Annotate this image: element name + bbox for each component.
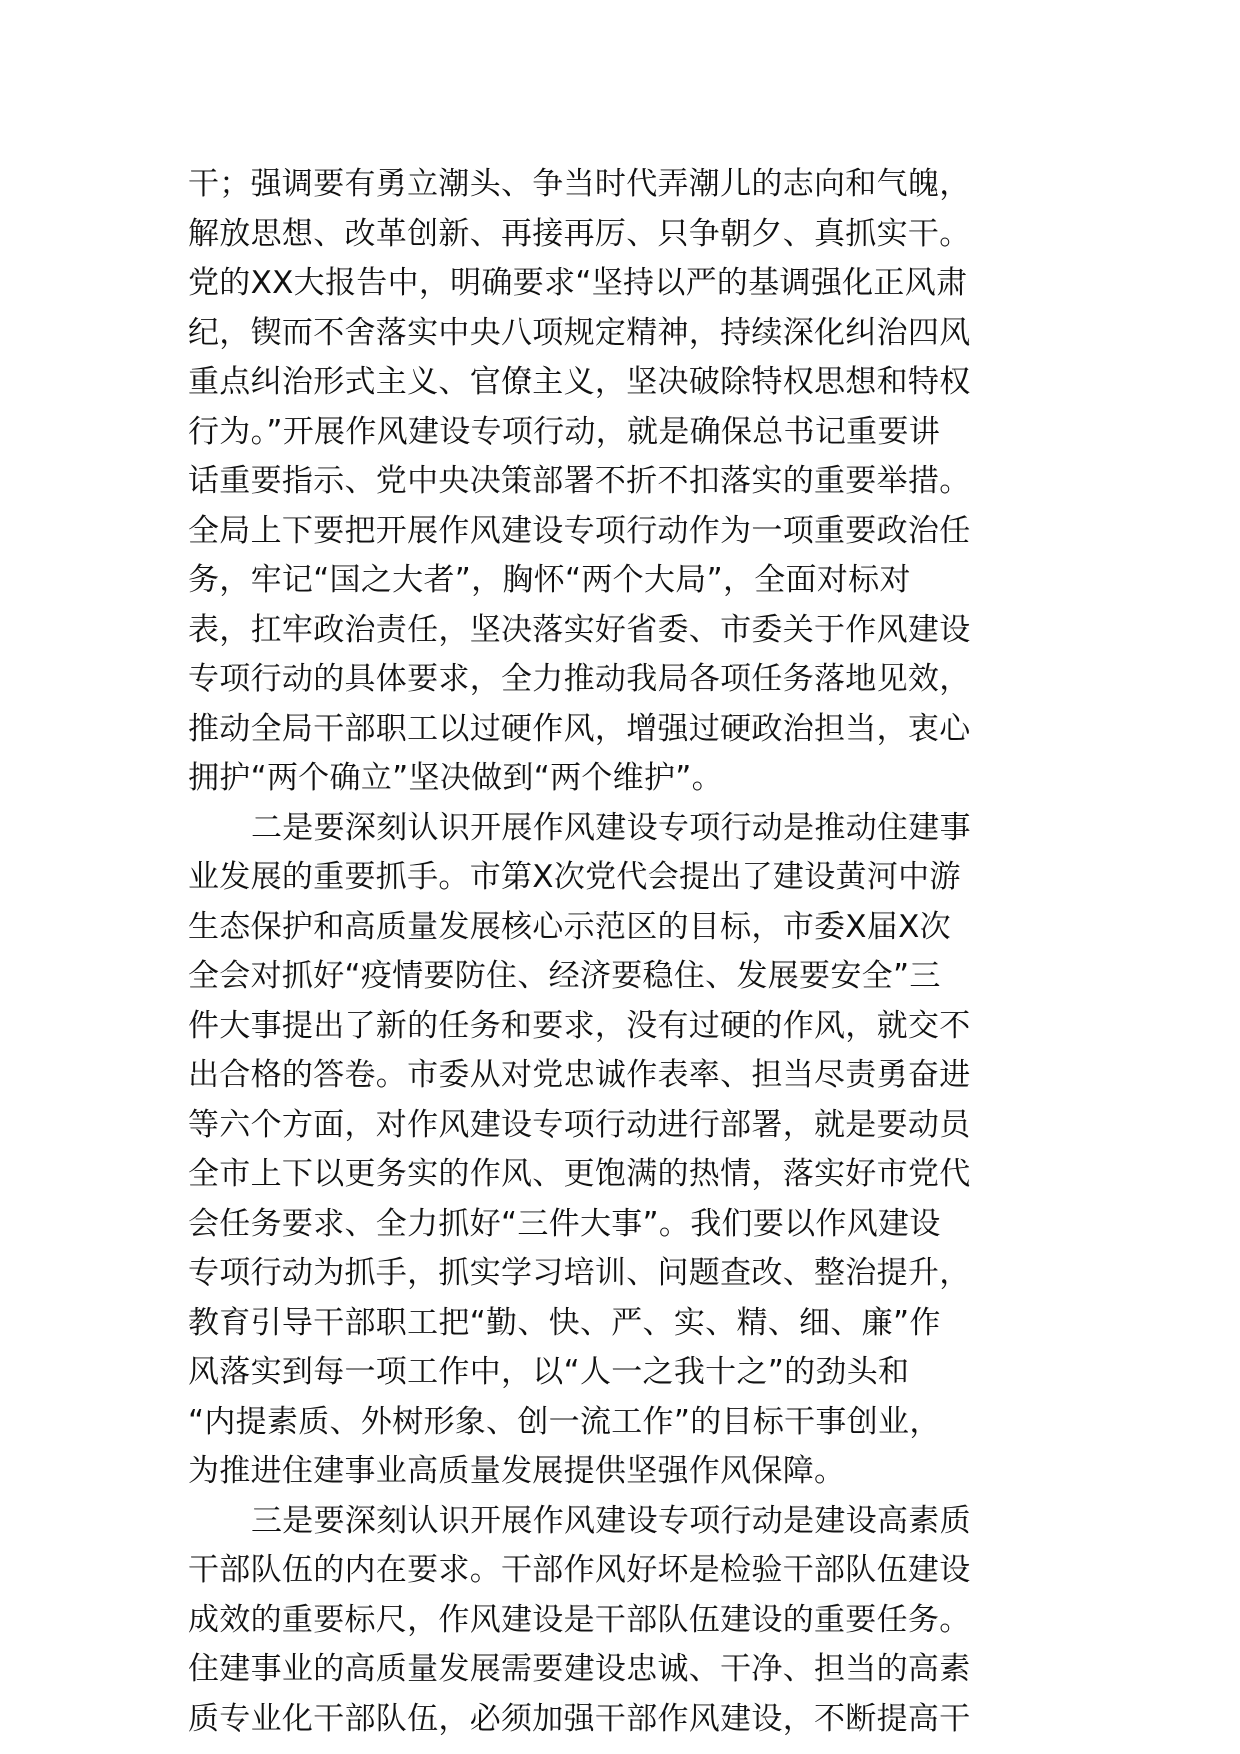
text-line: 为推进住建事业高质量发展提供坚强作风保障。	[188, 1453, 846, 1489]
text-line: 住建事业的高质量发展需要建设忠诚、干净、担当的高素	[188, 1651, 971, 1687]
text-line: 生态保护和高质量发展核心示范区的目标，市委X届X次	[188, 908, 951, 945]
text-line: 推动全局干部职工以过硬作风，增强过硬政治担当，衷心	[188, 710, 971, 747]
text-line: 专项行动为抓手，抓实学习培训、问题查改、整治提升，	[188, 1255, 971, 1291]
text-line: 拥护“两个确立”坚决做到“两个维护”。	[188, 760, 723, 796]
text-line: 成效的重要标尺，作风建设是干部队伍建设的重要任务。	[188, 1601, 971, 1638]
text-line: 重点纠治形式主义、官僚主义，坚决破除特权思想和特权	[188, 364, 971, 400]
text-line: 行为。”开展作风建设专项行动，就是确保总书记重要讲	[188, 413, 941, 450]
text-line: 业发展的重要抓手。市第X次党代会提出了建设黄河中游	[188, 859, 961, 895]
text-line: 话重要指示、党中央决策部署不折不扣落实的重要举措。	[188, 463, 971, 499]
text-line: 党的XX大报告中，明确要求“坚持以严的基调强化正风肃	[188, 265, 968, 301]
text-line: 质专业化干部队伍，必须加强干部作风建设，不断提高干	[188, 1700, 971, 1737]
text-line: 表，扛牢政治责任，坚决落实好省委、市委关于作风建设	[188, 611, 971, 648]
text-line: 会任务要求、全力抓好“三件大事”。我们要以作风建设	[188, 1205, 941, 1242]
text-line: 全市上下以更务实的作风、更饱满的热情，落实好市党代	[188, 1156, 971, 1192]
text-line: 教育引导干部职工把“勤、快、严、实、精、细、廉”作	[188, 1304, 941, 1341]
text-line: 务，牢记“国之大者”，胸怀“两个大局”，全面对标对	[188, 562, 911, 598]
text-line: 干部队伍的内在要求。干部作风好坏是检验干部队伍建设	[188, 1552, 971, 1588]
text-line: 干；强调要有勇立潮头、争当时代弄潮儿的志向和气魄，	[188, 166, 971, 202]
text-line: “内提素质、外树形象、创一流工作”的目标干事创业，	[188, 1403, 941, 1440]
text-line: 件大事提出了新的任务和要求，没有过硬的作风，就交不	[188, 1007, 971, 1044]
text-line: 等六个方面，对作风建设专项行动进行部署，就是要动员	[188, 1106, 971, 1143]
paragraph-start-line: 三是要深刻认识开展作风建设专项行动是建设高素质	[251, 1502, 971, 1539]
text-line: 全会对抓好“疫情要防住、经济要稳住、发展要安全”三	[188, 958, 941, 994]
paragraph-start-line: 二是要深刻认识开展作风建设专项行动是推动住建事	[251, 809, 971, 846]
text-line: 纪，锲而不舍落实中央八项规定精神，持续深化纠治四风	[188, 314, 971, 351]
body-text	[188, 160, 1060, 1744]
text-line: 专项行动的具体要求，全力推动我局各项任务落地见效，	[188, 661, 971, 697]
text-line: 出合格的答卷。市委从对党忠诚作表率、担当尽责勇奋进	[188, 1057, 971, 1093]
text-line: 解放思想、改革创新、再接再厉、只争朝夕、真抓实干。	[188, 215, 971, 252]
text-line: 风落实到每一项工作中，以“人一之我十之”的劲头和	[188, 1354, 910, 1390]
text-line: 全局上下要把开展作风建设专项行动作为一项重要政治任	[188, 512, 971, 549]
